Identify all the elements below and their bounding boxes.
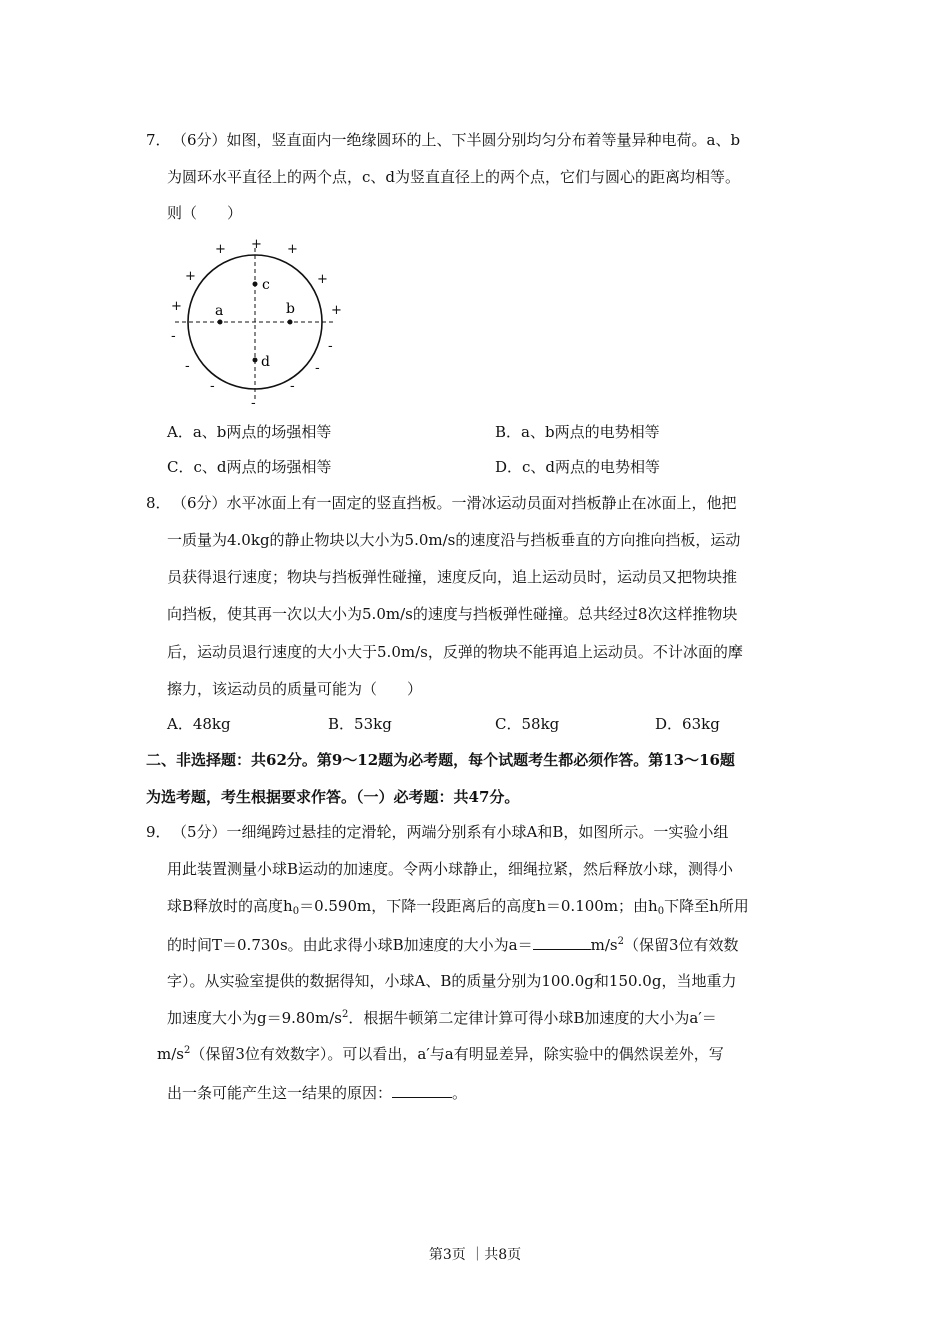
point-a-label: a [215, 303, 224, 319]
q7-text-line1: （6分）如图，竖直面内一绝缘圆环的上、下半圆分别均匀分布着等量异种电荷。a、b [172, 131, 741, 149]
point-a-dot [218, 320, 223, 325]
q7-text-line3: 则（ ） [167, 204, 243, 222]
unit-superscript: 2 [341, 1009, 349, 1020]
q9-line4-part2: （保留3位有效数 [623, 936, 739, 954]
plus-charge: + [317, 272, 328, 287]
point-b-label: b [286, 301, 295, 317]
q9-number: 9． [146, 823, 171, 841]
minus-charge: - [210, 379, 215, 394]
h0-subscript: 0 [657, 906, 665, 917]
q8-option-c: C．58kg [495, 715, 560, 733]
q7-number: 7． [146, 131, 171, 149]
q9-line8-part1: 出一条可能产生这一结果的原因： [167, 1084, 393, 1102]
q9-line4-unit: m/s [590, 936, 618, 954]
minus-charge: - [315, 361, 320, 376]
point-c-label: c [262, 277, 270, 293]
q7-option-d: D．c、d两点的电势相等 [495, 458, 661, 476]
section-heading-line2: 为选考题，考生根据要求作答。（一）必考题：共47分。 [146, 788, 520, 806]
q8-text-line2: 一质量为4.0kg的静止物块以大小为5.0m/s的速度沿与挡板垂直的方向推向挡板，运动 [167, 531, 741, 549]
q9-line3-part1: 球B释放时的高度h [167, 897, 293, 915]
q8-option-a: A．48kg [167, 715, 231, 733]
minus-charge: - [290, 379, 295, 394]
unit-superscript: 2 [617, 936, 624, 947]
unit-superscript: 2 [183, 1045, 191, 1056]
point-d-dot [253, 358, 258, 363]
q9-text-line5: 字）。从实验室提供的数据得知，小球A、B的质量分别为100.0g和150.0g，当地重力 [167, 972, 737, 990]
q9-text-line4 [167, 933, 739, 955]
answer-blank-reason[interactable] [392, 1081, 452, 1098]
q9-line6-part2: ．根据牛顿第二定律计算可得小球B加速度的大小为a′＝ [348, 1009, 717, 1027]
h0-subscript: 0 [292, 906, 300, 917]
minus-charge: - [328, 339, 333, 354]
point-b-dot [288, 320, 293, 325]
q8-number: 8． [146, 494, 171, 512]
answer-blank-a[interactable] [533, 933, 591, 950]
plus-charge: + [185, 269, 196, 284]
page-footer: 第3页 ｜共8页 [428, 1247, 522, 1263]
minus-charge: - [185, 359, 190, 374]
q7-option-c: C．c、d两点的场强相等 [167, 458, 332, 476]
q8-option-b: B．53kg [328, 715, 392, 733]
q8-text-line3: 员获得退行速度；物块与挡板弹性碰撞，速度反向，追上运动员时，运动员又把物块推 [167, 568, 738, 586]
q8-text-line4: 向挡板，使其再一次以大小为5.0m/s的速度与挡板弹性碰撞。总共经过8次这样推物块 [167, 605, 738, 623]
minus-charge: - [251, 396, 256, 411]
q7-text-line2: 为圆环水平直径上的两个点，c、d为竖直直径上的两个点，它们与圆心的距离均相等。 [167, 168, 741, 186]
plus-charge: + [287, 242, 298, 257]
charged-ring-figure [165, 232, 350, 412]
q8-text-line5: 后，运动员退行速度的大小大于5.0m/s，反弹的物块不能再追上运动员。不计冰面的摩 [167, 643, 743, 661]
plus-charge: + [215, 242, 226, 257]
q9-line4-part1: 的时间T＝0.730s。由此求得小球B加速度的大小为a＝ [167, 936, 533, 954]
q9-line6-part1: 加速度大小为g＝9.80m/s [167, 1009, 342, 1027]
q9-text-line1: （5分）一细绳跨过悬挂的定滑轮，两端分别系有小球A和B，如图所示。一实验小组 [172, 823, 729, 841]
q9-line3-part3: 下降至h所用 [664, 897, 749, 915]
plus-charge: + [171, 299, 182, 314]
section-heading-line1: 二、非选择题：共62分。第9～12题为必考题，每个试题考生都必须作答。第13～16题 [146, 751, 735, 769]
q8-option-d: D．63kg [655, 715, 720, 733]
q9-line7-unit: m/s [157, 1045, 184, 1063]
q9-text-line2: 用此装置测量小球B运动的加速度。令两小球静止，细绳拉紧，然后释放小球，测得小 [167, 860, 734, 878]
q9-text-line7 [157, 1044, 724, 1064]
q9-line7-part2: （保留3位有效数字）。可以看出，a′与a有明显差异，除实验中的偶然误差外，写 [190, 1045, 724, 1063]
q9-line8-end: 。 [452, 1084, 468, 1102]
q9-text-line8 [167, 1081, 467, 1103]
q7-option-a: A．a、b两点的场强相等 [167, 423, 332, 441]
minus-charge: - [171, 329, 176, 344]
q7-option-b: B．a、b两点的电势相等 [495, 423, 660, 441]
q8-text-line6: 擦力，该运动员的质量可能为（ ） [167, 680, 423, 698]
q8-text-line1: （6分）水平冰面上有一固定的竖直挡板。一滑冰运动员面对挡板静止在冰面上，他把 [172, 494, 737, 512]
q9-text-line6 [167, 1008, 717, 1028]
point-d-label: d [261, 354, 270, 370]
q9-line3-part2: ＝0.590m，下降一段距离后的高度h＝0.100m；由h [299, 897, 658, 915]
point-c-dot [253, 282, 258, 287]
q9-text-line3 [167, 896, 749, 916]
plus-charge: + [331, 303, 342, 318]
plus-charge: + [251, 237, 262, 252]
